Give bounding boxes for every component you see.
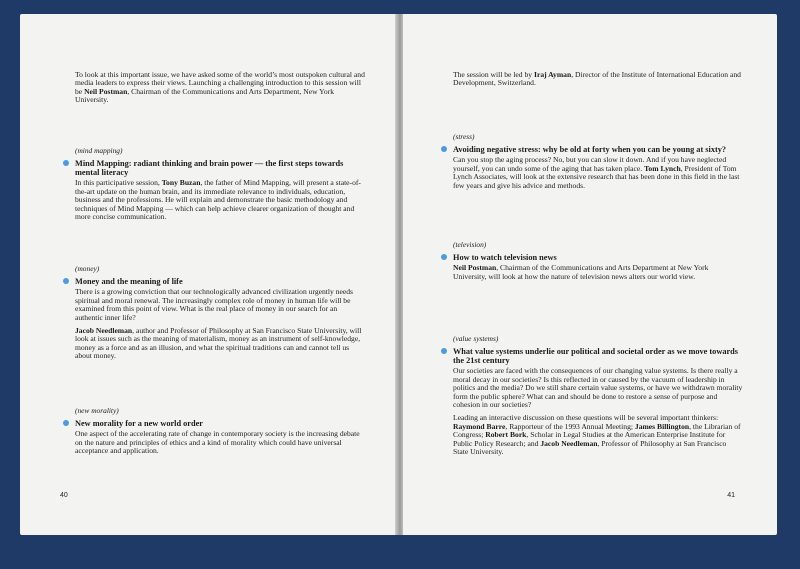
body-paragraph: Our societies are faced with the consequences of our changing value systems. Is there really a moral decay in our societies? Is this reflected in or caused by the vacuum of leadership in politics and the media? Do we still share certain value systems, or have we withdrawn morality form the public sphere? What can and should be done to restore a sense of purpose and cohesion in our societies? <box>453 366 743 410</box>
body-text: , Professor of Philosophy at San Francisco State University. <box>453 438 727 457</box>
session-title-text: Money and the meaning of life <box>75 277 183 287</box>
speaker-name: Raymond Barre <box>453 421 506 431</box>
category-label: (new morality) <box>75 406 119 415</box>
session-television <box>453 241 743 286</box>
intro-text-end: , Director of the Institute of International Education and Development, Switzerland. <box>453 70 741 88</box>
session-money <box>75 265 365 366</box>
body-text: Can you stop the aging process? No, but you can slow it down. And if you have neglected yourself, you can undo some of the aging that has taken place. <box>453 155 727 173</box>
speaker-name: Tom Lynch <box>644 163 681 173</box>
session-stress <box>453 133 743 195</box>
category-label: (television) <box>453 240 487 249</box>
body-text: , Rapporteur of the 1993 Annual Meeting; <box>505 421 635 431</box>
session-title-text: Avoiding negative stress: why be old at forty when you can be young at sixty? <box>453 145 727 155</box>
session-title-text: Mind Mapping: radiant thinking and brain power — the first steps towards mental literacy <box>75 159 344 178</box>
speaker-name: Robert Bork <box>485 430 527 440</box>
session-title-text: How to watch television news <box>453 253 557 263</box>
category-label: (value systems) <box>453 334 499 343</box>
speaker-name: Neil Postman <box>453 263 497 273</box>
bullet-icon <box>441 146 447 152</box>
body-text: , the Librarian of Congress; <box>453 421 741 440</box>
bullet-icon <box>63 160 69 166</box>
left-page <box>20 14 397 535</box>
session-mind-mapping <box>75 147 365 226</box>
body-paragraph: One aspect of the accelerating rate of change in contemporary society is the increasing debate on the nature and principles of ethics and a kind of morality which could have universal acceptance and application. <box>75 429 360 456</box>
session-title <box>75 419 365 428</box>
session-value-systems <box>453 335 743 461</box>
page-number: 40 <box>60 492 68 499</box>
bullet-icon <box>441 348 447 354</box>
category-label: (money) <box>75 264 100 273</box>
session-title <box>453 253 743 262</box>
session-title-text: What value systems underlie our political and societal order as we move towards the 21st century <box>453 347 738 366</box>
session-new-morality <box>75 407 365 461</box>
right-page <box>403 14 777 535</box>
category-label: (stress) <box>453 132 475 141</box>
intro-text: To look at this important issue, we have asked some of the world’s most outspoken cultural and media leaders to express their views. Launching a challenging introduction to this session will be <box>75 70 365 96</box>
page-number: 41 <box>727 492 735 499</box>
intro-text: The session will be led by <box>453 70 534 79</box>
session-title <box>453 347 743 365</box>
session-title <box>75 159 365 177</box>
speaker-name: Neil Postman <box>84 86 128 96</box>
speaker-name: Jacob Needleman <box>75 326 133 336</box>
category-label: (mind mapping) <box>75 146 123 155</box>
speaker-name: Jacob Needleman <box>540 438 598 448</box>
session-title <box>453 145 743 154</box>
session-title <box>75 277 365 286</box>
bullet-icon <box>441 254 447 260</box>
body-text: , author and Professor of Philosophy at San Francisco State University, will look at issues such as the meaning of materialism, money as an instrument of self-knowledge, money as a force and as an illusion, and what the spiritual traditions can and cannot tell us about money. <box>75 326 362 361</box>
body-text: , Scholar in Legal Studies at the American Enterprise Institute for Public Policy Research; and <box>453 430 726 448</box>
intro-paragraph <box>453 71 743 93</box>
body-text: , Chairman of the Communications and Arts Department at New York University, will look at how the nature of television news alters our world view. <box>453 263 709 281</box>
bullet-icon <box>63 278 69 284</box>
speaker-name: James Billington <box>634 421 690 431</box>
speaker-name: Tony Buzan <box>161 178 201 188</box>
body-paragraph: There is a growing conviction that our technologically advanced civilization urgently needs spiritual and moral renewal. The increasingly complex role of money in human life will be examined from this point of view. What is the real place of money in our search for an authentic inner life? <box>75 287 353 322</box>
body-text-end: , President of Tom Lynch Associates, will look at the extensive research that has been done in this field in the last few years and give his advice and methods. <box>453 163 740 190</box>
speaker-name: Iraj Ayman <box>534 70 572 79</box>
body-text-end: , the father of Mind Mapping, will present a state-of-the-art update on the human brain, and its immediate relevance to individuals, education, business and the professions. He will explain and demonstrate the basic methodology and techniques of Mind Mapping — which can help achieve clearer organization of thought and more concise communication. <box>75 178 361 222</box>
body-text: In this participative session, <box>75 178 162 188</box>
intro-paragraph <box>75 71 365 110</box>
body-text: Leading an interactive discussion on these questions will be several important thinkers: <box>453 413 719 423</box>
bullet-icon <box>63 420 69 426</box>
intro-text-end: , Chairman of the Communications and Arts Department, New York University. <box>75 86 335 105</box>
session-title-text: New morality for a new world order <box>75 419 203 429</box>
